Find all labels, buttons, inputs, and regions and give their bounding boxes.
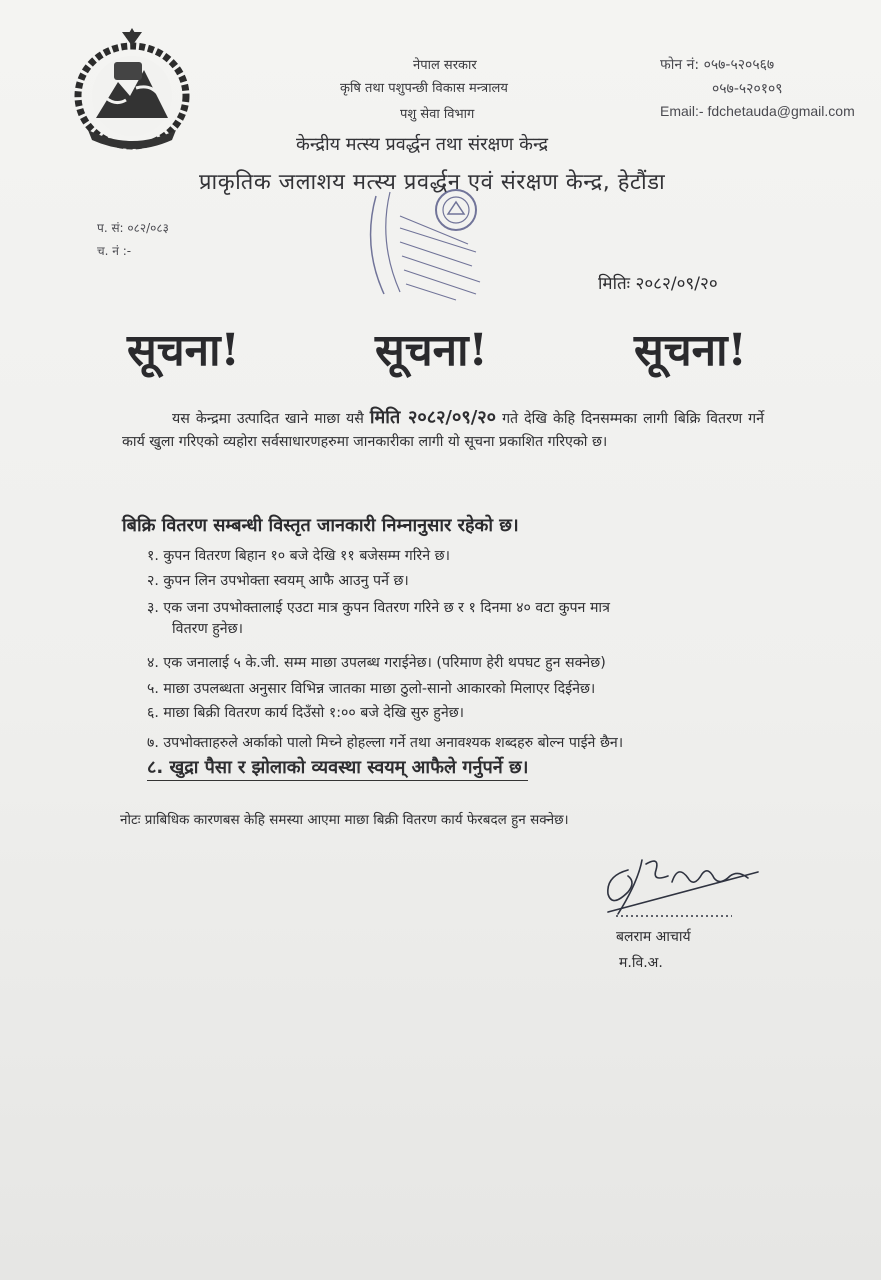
notice-date: मितिः २०८२/०९/२० [598,274,718,294]
phone-line-1 [660,55,774,74]
list-item-8 [147,755,528,779]
footnote: नोटः प्राबिधिक कारणबस केहि समस्या आएमा माछा बिक्री वितरण कार्य फेरबदल हुन सक्नेछ। [120,812,569,828]
office-stamp-icon [356,186,490,304]
reference-number: प. सं: ०८२/०८३ [97,221,169,235]
header-department: पशु सेवा विभाग [400,107,475,122]
email-address: Email:- fdchetauda@gmail.com [660,103,855,119]
list-item-1: १. कुपन वितरण बिहान १० बजे देखि ११ बजेसम्म गरिने छ। [147,548,450,564]
list-item-4: ४. एक जनालाई ५ के.जी. सम्म माछा उपलब्ध गराईनेछ। (परिमाण हेरी थपघट हुन सक्नेछ) [147,655,606,671]
body-date-highlight: मिति २०८२/०९/२० [369,407,497,428]
list-item-5: ५. माछा उपलब्धता अनुसार विभिन्न जातका माछा ठुलो-सानो आकारको मिलाएर दिईनेछ। [147,681,596,697]
list-item-7: ७. उपभोक्ताहरुले अर्काको पालो मिच्ने होहल्ला गर्ने तथा अनावश्यक शब्दहरु बोल्न पाईने छैन। [147,735,624,751]
notice-heading-1: सूचना! [127,325,240,376]
list-item-8-text: ८. खुद्रा पैसा र झोलाको व्यवस्था स्वयम् आफैले गर्नुपर्ने छ। [147,757,528,781]
list-item-3: ३. एक जना उपभोक्तालाई एउटा मात्र कुपन वितरण गरिने छ र १ दिनमा ४० वटा कुपन मात्र [147,600,610,616]
phone-number-1: ०५७-५२०५६७ [703,57,775,73]
handwritten-signature-icon [598,852,764,922]
signatory-name: बलराम आचार्य [616,929,691,945]
header-government: नेपाल सरकार [413,58,477,73]
list-item-2: २. कुपन लिन उपभोक्ता स्वयम् आफै आउनु पर्ने छ। [147,573,409,589]
nepal-emblem-icon [66,26,198,156]
body-text-end: गते देखि केहि दिनसम्मका लागी बिक्रि वितरण गर्ने कार्य खुला गरिएको व्यहोरा सर्वसाधारणहरुमा जानकारीका लागी यो सूचना प्रकाशित गरिएको छ। [122,411,765,450]
header-regional-center: प्राकृतिक जलाशय मत्स्य प्रवर्द्धन एवं संरक्षण केन्द्र, हेटौंडा [199,170,666,195]
notice-body-paragraph [122,406,764,454]
details-subheading: बिक्रि वितरण सम्बन्धी विस्तृत जानकारी निम्नानुसार रहेको छ। [122,515,519,536]
list-item-3-continued: वितरण हुनेछ। [172,621,243,637]
notice-heading-2: सूचना! [375,325,488,376]
dispatch-number: च. नं :- [97,244,132,258]
signatory-title: म.वि.अ. [619,955,663,971]
list-item-6: ६. माछा बिक्री वितरण कार्य दिउँसो १:०० बजे देखि सुरु हुनेछ। [147,705,465,721]
notice-heading-3: सूचना! [634,325,747,376]
phone-number-2: ०५७-५२०१०९ [712,81,783,97]
header-central-center: केन्द्रीय मत्स्य प्रवर्द्धन तथा संरक्षण केन्द्र [296,134,549,155]
body-text-start: यस केन्द्रमा उत्पादित खाने माछा यसै [172,411,364,427]
phone-label: फोन नं: [660,57,700,73]
header-ministry: कृषि तथा पशुपन्छी विकास मन्त्रालय [340,81,508,96]
